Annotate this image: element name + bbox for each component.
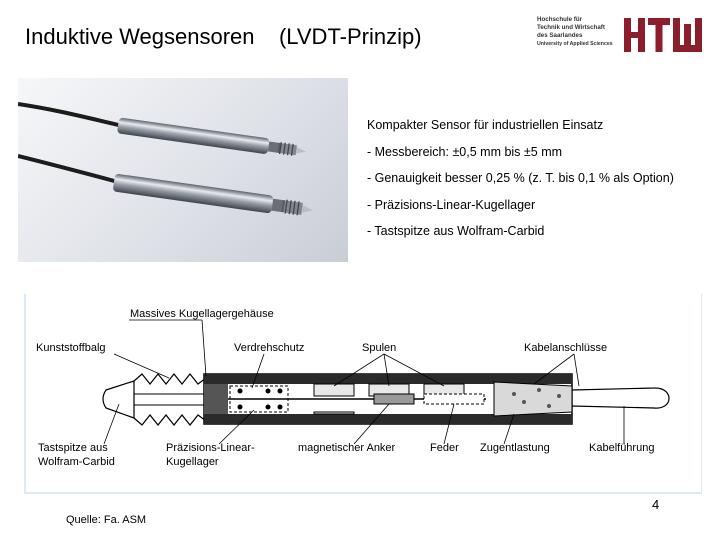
logo-line: des Saarlandes: [537, 32, 583, 39]
slide-title: Induktive Wegsensoren (LVDT-Prinzip): [25, 24, 422, 49]
logo-line: Hochschule für: [537, 16, 583, 23]
label-tip-line2: Wolfram-Carbid: [38, 456, 115, 468]
label-anti-rotation: Verdrehschutz: [234, 342, 305, 354]
feature-item: - Messbereich: ±0,5 mm bis ±5 mm: [367, 144, 563, 159]
magnetic-armature: [374, 394, 414, 404]
label-bellows: Kunststoffbalg: [36, 342, 106, 354]
strain-relief: [494, 382, 572, 416]
label-strain-relief: Zugentlastung: [480, 442, 550, 454]
spring: [424, 394, 484, 404]
label-tip-line1: Tastspitze aus: [38, 442, 108, 454]
university-logo-text: [537, 16, 613, 48]
lvdt-cross-section-diagram: [24, 294, 702, 494]
sensor-photo-icon: [18, 78, 348, 262]
feature-item: - Präzisions-Linear-Kugellager: [367, 197, 536, 212]
label-spring: Feder: [430, 442, 459, 454]
label-bearing-line2: Kugellager: [166, 456, 219, 468]
label-cable-guide: Kabelführung: [589, 442, 655, 454]
logo-line: Technik und Wirtschaft: [537, 24, 605, 31]
feature-list: [367, 118, 720, 251]
sensor-photo: [18, 78, 348, 262]
label-coils: Spulen: [362, 342, 397, 354]
label-cable-connections: Kabelanschlüsse: [524, 342, 608, 354]
htw-logo-icon: [624, 18, 704, 52]
label-housing: Massives Kugellagergehäuse: [130, 308, 274, 320]
logo-line: University of Applied Sciences: [537, 41, 613, 47]
feature-item: - Tastspitze aus Wolfram-Carbid: [367, 224, 545, 238]
label-armature: magnetischer Anker: [298, 442, 396, 454]
feature-heading: Kompakter Sensor für industriellen Einsatz: [367, 118, 604, 132]
page-number: 4: [652, 497, 660, 512]
feature-item: - Genauigkeit besser 0,25 % (z. T. bis 0,1 % als Option): [367, 171, 674, 185]
label-bearing-line1: Präzisions-Linear-: [166, 442, 255, 454]
source-note: Quelle: Fa. ASM: [66, 514, 147, 526]
